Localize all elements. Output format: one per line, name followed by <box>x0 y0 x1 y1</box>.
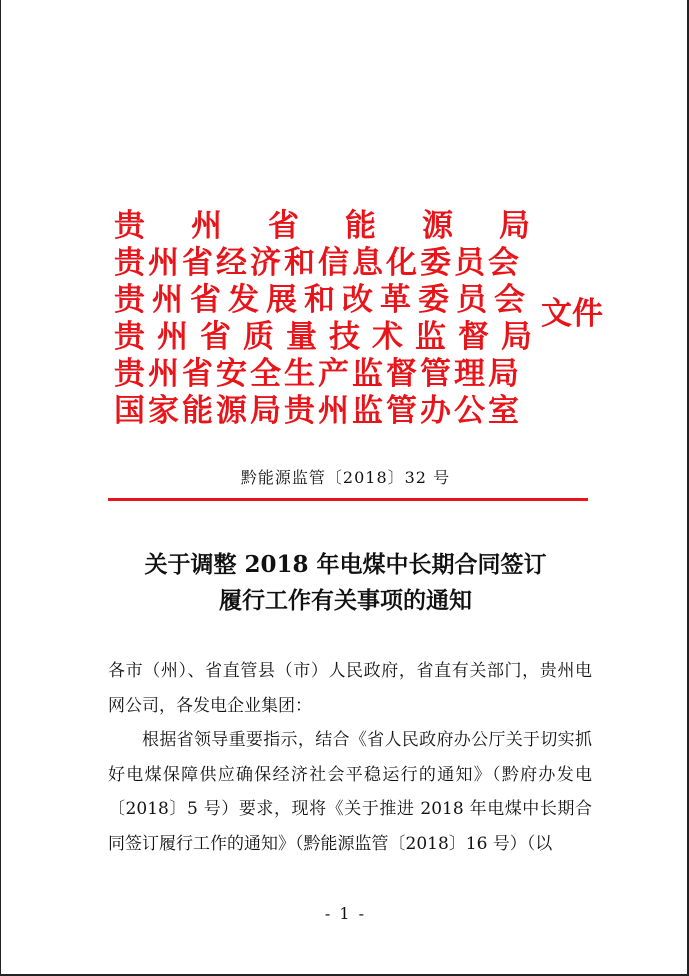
title-line-2: 履行工作有关事项的通知 <box>219 587 472 614</box>
issuer-name: 贵州省安全生产监督管理局 <box>114 356 522 392</box>
salutation: 各市（州）、省直管县（市）人民政府，省直有关部门，贵州电网公司，各发电企业集团： <box>108 661 592 716</box>
issuer-name: 贵州省质量技术监督局 <box>114 319 544 355</box>
issuer-name: 国家能源局贵州监管办公室 <box>114 393 522 429</box>
issuer-line-6 <box>114 393 524 430</box>
issuer-name: 贵州省经济和信息化委员会 <box>114 245 522 281</box>
document-label: 文件 <box>541 296 603 332</box>
red-divider <box>108 498 588 501</box>
issuer-line-1 <box>114 208 576 245</box>
title-line-1: 关于调整 2018 年电煤中长期合同签订 <box>144 551 547 578</box>
document-number: 黔能源监管〔2018〕32 号 <box>240 468 451 487</box>
issuer-line-2 <box>114 245 524 282</box>
document-title <box>1 547 689 619</box>
page-number: - 1 - <box>324 904 367 923</box>
issuer-name: 贵州省发展和改革委员会 <box>114 282 532 318</box>
issuer-line-5 <box>114 356 524 393</box>
body-paragraph: 根据省领导重要指示，结合《省人民政府办公厅关于切实抓好电煤保障供应确保经济社会平稳运行的通知》（黔府办发电〔2018〕5 号）要求，现将《关于推进 2018 年电煤中长期合同签订履行工作的通知》（黔能源监管〔2018〕16 号）（以 <box>108 730 592 854</box>
issuer-name: 贵州省能源局 <box>114 208 576 244</box>
issuer-line-4 <box>114 319 544 356</box>
issuer-line-3 <box>114 282 532 319</box>
document-body <box>108 654 592 861</box>
